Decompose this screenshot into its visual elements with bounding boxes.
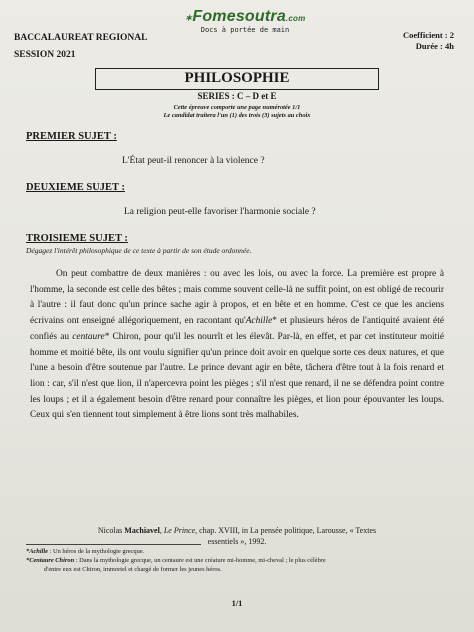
exam-name: BACCALAUREAT REGIONAL [14, 33, 148, 43]
intro-line-2: Le candidat traitera l'un (1) des trois (3) sujets au choix [163, 112, 311, 119]
intro-line-1: Cette épreuve comporte une page numérotée 1/1 [173, 104, 301, 111]
work-title: Le Prince [163, 526, 196, 535]
achille-term: Achille [245, 316, 273, 327]
text-paragraph: On peut combattre de deux manières : ou avec les lois, ou avec la force. La première est propre à l'homme, la seconde est celle des bêtes ; mais comme souvent celle-là ne suffit point, on est obligé de recourir à l'autre : il faut donc qu'un prince sache agir à propos, et en bête et en homme. C'est ce que les anciens écrivains ont enseigné allégoriquement, en racontant qu'Achille* et plusieurs héros de l'antiquité avaient été confiés au centaure* Chiron, pour qu'il les nourrît et les élevât. Par-là, en effet, et par cet instituteur moitié homme et moitié bête, ils ont voulu signifier qu'un prince doit avoir en quelque sorte ces deux natures, et que l'une a besoin d'être soutenue par l'autre. Le prince devant agir en bête, tâchera d'être tout à la fois renard et lion : car, s'il n'est que lion, il n'apercevra point les pièges ; s'il n'est que renard, il ne se défendra point contre les loups ; et il a également besoin d'être renard pour connaître les pièges, et lion pour épouvanter les loups. Ceux qui s'en tiennent tout simplement à être lions sont très malhabiles. [30, 269, 445, 421]
footnotes [26, 547, 436, 574]
sujet-2-question: La religion peut-elle favoriser l'harmonie sociale ? [124, 207, 316, 217]
centaure-term: centaure [72, 331, 105, 342]
footnote-centaure-cont: d'entre eux est Chiron, immortel et chargé de former les jeunes héros. [44, 566, 222, 573]
exam-meta [403, 30, 454, 52]
star-icon: ✶ [184, 13, 193, 23]
philosophy-text [30, 267, 444, 424]
footnote-divider [26, 544, 201, 545]
session-year: SESSION 2021 [14, 50, 76, 60]
sujet-1-title: PREMIER SUJET : [26, 131, 117, 142]
sujet-1-question: L'État peut-il renoncer à la violence ? [122, 156, 265, 166]
page-number: 1/1 [231, 598, 243, 608]
text-citation: Nicolas Machiavel, Le Prince, chap. XVIII, in La pensée politique, Larousse, « Textes essentiels », 1992. [97, 526, 377, 546]
footnote-centaure: *Centaure Chiron : Dans la mythologie grecque, un centaure est une créature mi-homme, mi-cheval ; le plus célèbre [26, 557, 326, 564]
sujet-2-title: DEUXIEME SUJET : [26, 182, 125, 193]
logo-domain: .com [285, 14, 306, 23]
sujet-3-consigne: Dégagez l'intérêt philosophique de ce texte à partir de son étude ordonnée. [26, 246, 252, 255]
series-line: SERIES : C – D et E [197, 91, 277, 101]
site-logo [180, 8, 310, 34]
logo-tagline: Docs à portée de main [200, 26, 290, 34]
coefficient: Coefficient : 2 [403, 30, 454, 40]
sujet-3-title: TROISIEME SUJET : [26, 233, 128, 244]
author-name: Machiavel [124, 526, 160, 535]
logo-name: Fomesoutra [192, 8, 286, 25]
exam-session-header [14, 30, 147, 64]
duration: Durée : 4h [415, 41, 454, 51]
subject-title: PHILOSOPHIE [95, 68, 379, 90]
footnote-achille: *Achille : Un héros de la mythologie grecque. [26, 548, 145, 555]
